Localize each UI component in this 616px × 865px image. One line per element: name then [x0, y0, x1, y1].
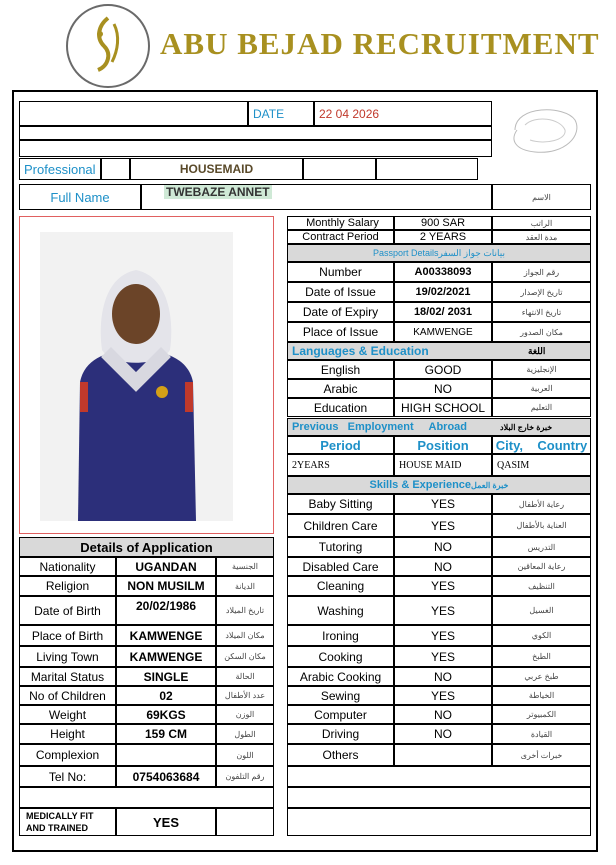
skills-header-ar: خبرة العمل: [471, 480, 509, 490]
blank-row: [19, 787, 274, 808]
employment-header: [287, 418, 591, 436]
application-row-value: KAMWENGE: [116, 625, 216, 646]
passport-row-value: A00338093: [394, 262, 492, 282]
top-blank-row: [19, 140, 492, 157]
skill-row-ar: خبرات أخرى: [492, 744, 591, 766]
skill-row-ar: القيادة: [492, 724, 591, 744]
employment-header-ar: خبرة خارج البلاد: [500, 422, 553, 432]
employment-period: 2YEARS: [287, 454, 394, 476]
skill-row-value: [394, 744, 492, 766]
skill-row-value: NO: [394, 705, 492, 724]
top-blank-row: [19, 126, 492, 140]
skill-row-ar: طبخ عربي: [492, 667, 591, 686]
passport-header-ar: بيانات جواز السفر: [438, 247, 506, 258]
passport-header-en: Passport Details: [372, 248, 439, 258]
skill-row-ar: رعاية الأطفال: [492, 494, 591, 514]
skill-row-label: Baby Sitting: [287, 494, 394, 514]
employment-header-en: Previous Employment Abroad: [292, 421, 468, 433]
application-row-label: Place of Birth: [19, 625, 116, 646]
application-row-value: SINGLE: [116, 667, 216, 686]
application-row-value: KAMWENGE: [116, 646, 216, 667]
blank-row: [287, 766, 591, 787]
languages-header-en: Languages & Education: [292, 344, 429, 358]
language-row-ar: الإنجليزية: [492, 360, 591, 379]
application-row-label: Tel No:: [19, 766, 116, 787]
passport-row-ar: تاريخ الانتهاء: [492, 302, 591, 322]
blank-cell: [303, 158, 376, 180]
skill-row-value: YES: [394, 596, 492, 625]
skill-row-value: YES: [394, 686, 492, 705]
skill-row-value: NO: [394, 557, 492, 576]
top-blank-cell: [19, 101, 248, 126]
employment-position: HOUSE MAID: [394, 454, 492, 476]
application-row-label: Marital Status: [19, 667, 116, 686]
stamp-scribble: [505, 100, 585, 160]
application-row-value: 159 CM: [116, 724, 216, 744]
passport-row-ar: مكان الصدور: [492, 322, 591, 342]
skill-row-ar: التنظيف: [492, 576, 591, 596]
skill-row-ar: الكوي: [492, 625, 591, 646]
skill-row-ar: التدريس: [492, 537, 591, 557]
application-row-label: Nationality: [19, 557, 116, 576]
application-row-label: Date of Birth: [19, 596, 116, 625]
skill-row-label: Others: [287, 744, 394, 766]
language-row-value: HIGH SCHOOL: [394, 398, 492, 417]
date-label: DATE: [248, 101, 314, 126]
full-name-value: TWEBAZE ANNET: [166, 185, 270, 199]
application-row-ar: رقم التلفون: [216, 766, 274, 787]
language-row-label: Education: [287, 398, 394, 417]
skill-row-label: Computer: [287, 705, 394, 724]
skill-row-label: Washing: [287, 596, 394, 625]
skill-row-label: Cleaning: [287, 576, 394, 596]
language-row-value: NO: [394, 379, 492, 398]
language-row-ar: التعليم: [492, 398, 591, 417]
application-row-value: NON MUSILM: [116, 576, 216, 596]
profession-label: Professional: [19, 158, 101, 180]
application-header: Details of Application: [19, 537, 274, 557]
application-row-ar: مكان الميلاد: [216, 625, 274, 646]
contract-value: 2 YEARS: [394, 230, 492, 244]
medical-value: YES: [116, 808, 216, 836]
application-row-ar: الطول: [216, 724, 274, 744]
application-row-ar: الجنسية: [216, 557, 274, 576]
skill-row-label: Arabic Cooking: [287, 667, 394, 686]
skill-row-label: Sewing: [287, 686, 394, 705]
application-row-value: 0754063684: [116, 766, 216, 787]
passport-row-value: KAMWENGE: [394, 322, 492, 342]
skill-row-value: YES: [394, 576, 492, 596]
application-row-ar: الوزن: [216, 705, 274, 724]
skill-row-value: NO: [394, 667, 492, 686]
skill-row-value: YES: [394, 514, 492, 537]
application-row-value: UGANDAN: [116, 557, 216, 576]
languages-header: [287, 342, 591, 360]
language-row-ar: العربية: [492, 379, 591, 398]
skill-row-ar: العناية بالأطفال: [492, 514, 591, 537]
application-row-ar: عدد الأطفال: [216, 686, 274, 705]
calligraphy-logo-icon: [68, 6, 148, 86]
blank-row: [287, 787, 591, 808]
company-logo: [66, 4, 150, 88]
skills-header: [287, 476, 591, 494]
skill-row-ar: الكمبيوتر: [492, 705, 591, 724]
passport-row-value: 18/02/ 2031: [394, 302, 492, 322]
application-row-label: Complexion: [19, 744, 116, 766]
application-row-label: Religion: [19, 576, 116, 596]
medical-label: MEDICALLY FIT AND TRAINED: [19, 808, 116, 836]
passport-row-ar: تاريخ الإصدار: [492, 282, 591, 302]
language-row-label: Arabic: [287, 379, 394, 398]
language-row-label: English: [287, 360, 394, 379]
candidate-photo: [40, 232, 233, 521]
application-row-ar: مكان السكن: [216, 646, 274, 667]
skill-row-value: YES: [394, 625, 492, 646]
skill-row-ar: رعاية المعاقين: [492, 557, 591, 576]
company-name: ABU BEJAD RECRUITMENT: [160, 26, 600, 61]
skill-row-label: Tutoring: [287, 537, 394, 557]
skill-row-value: NO: [394, 537, 492, 557]
employment-city: QASIM: [492, 454, 591, 476]
skill-row-ar: الخياطة: [492, 686, 591, 705]
skills-header-en: Skills & Experience: [369, 479, 472, 491]
passport-row-value: 19/02/2021: [394, 282, 492, 302]
blank-cell: [216, 808, 274, 836]
skill-row-ar: الغسيل: [492, 596, 591, 625]
skill-row-ar: الطبخ: [492, 646, 591, 667]
blank-cell: [101, 158, 130, 180]
blank-cell: [287, 808, 591, 836]
application-row-label: Height: [19, 724, 116, 744]
salary-label: Monthly Salary: [287, 216, 394, 230]
full-name-label: Full Name: [19, 184, 141, 210]
contract-ar: مدة العقد: [492, 230, 591, 244]
application-row-label: No of Children: [19, 686, 116, 705]
application-row-ar: تاريخ الميلاد: [216, 596, 274, 625]
application-row-value: 02: [116, 686, 216, 705]
passport-header: [287, 244, 591, 262]
contract-label: Contract Period: [287, 230, 394, 244]
skill-row-label: Children Care: [287, 514, 394, 537]
employment-col-position: Position: [394, 436, 492, 454]
passport-row-label: Number: [287, 262, 394, 282]
date-value: 22 04 2026: [314, 101, 492, 126]
application-row-label: Living Town: [19, 646, 116, 667]
full-name-cell: [141, 184, 492, 210]
skill-row-label: Ironing: [287, 625, 394, 646]
application-row-value: [116, 744, 216, 766]
employment-col-city: City, Country: [492, 436, 591, 454]
photo-box: [19, 216, 274, 534]
blank-cell: [376, 158, 478, 180]
skill-row-label: Driving: [287, 724, 394, 744]
passport-row-label: Place of Issue: [287, 322, 394, 342]
application-row-value: 20/02/1986: [116, 596, 216, 625]
application-row-ar: الحالة: [216, 667, 274, 686]
application-row-ar: اللون: [216, 744, 274, 766]
skill-row-label: Cooking: [287, 646, 394, 667]
profession-value: HOUSEMAID: [130, 158, 303, 180]
passport-row-label: Date of Expiry: [287, 302, 394, 322]
salary-ar: الراتب: [492, 216, 591, 230]
skill-row-value: YES: [394, 646, 492, 667]
employment-col-period: Period: [287, 436, 394, 454]
passport-row-label: Date of Issue: [287, 282, 394, 302]
passport-row-ar: رقم الجواز: [492, 262, 591, 282]
application-row-ar: الديانة: [216, 576, 274, 596]
salary-value: 900 SAR: [394, 216, 492, 230]
skill-row-value: NO: [394, 724, 492, 744]
languages-header-ar: اللغة: [528, 345, 546, 356]
skill-row-value: YES: [394, 494, 492, 514]
full-name-ar: الاسم: [492, 184, 591, 210]
application-row-value: 69KGS: [116, 705, 216, 724]
application-row-label: Weight: [19, 705, 116, 724]
skill-row-label: Disabled Care: [287, 557, 394, 576]
language-row-value: GOOD: [394, 360, 492, 379]
